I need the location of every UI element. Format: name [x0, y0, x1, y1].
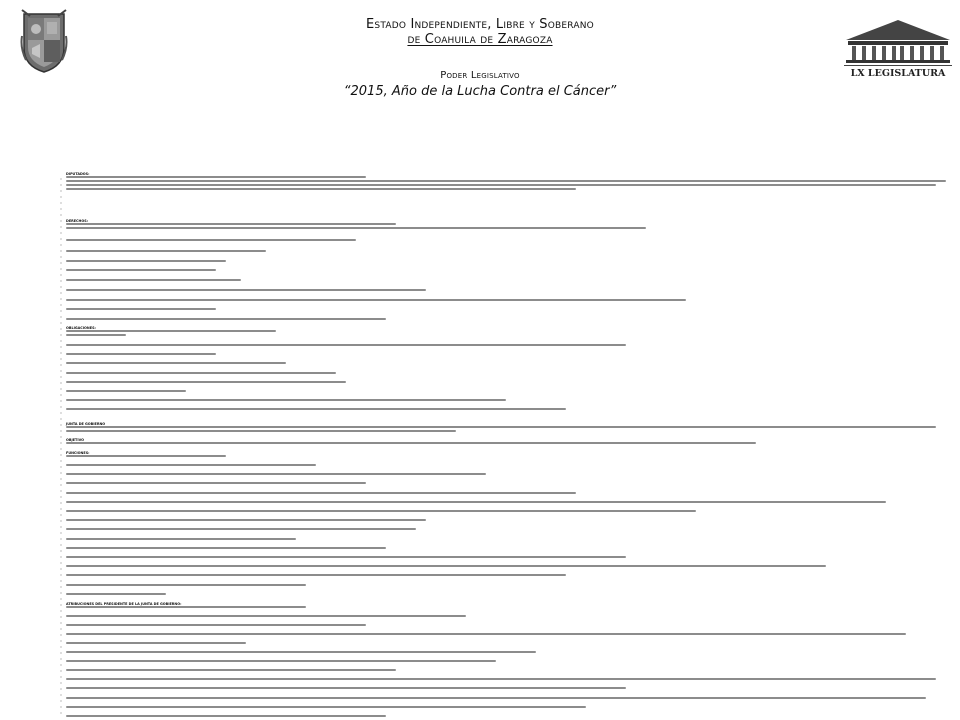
text-line: [66, 308, 216, 310]
text-line: [66, 279, 241, 281]
text-line: [66, 651, 536, 653]
document-subtitle: Poder Legislativo: [440, 70, 520, 81]
text-line: [66, 430, 456, 432]
section-heading: FUNCIONES:: [66, 451, 90, 455]
text-line: [66, 289, 426, 291]
text-line: [66, 180, 946, 182]
text-line: [66, 706, 586, 708]
text-line: [66, 593, 166, 595]
text-line: [66, 547, 386, 549]
text-line: [66, 344, 626, 346]
text-line: [66, 687, 626, 689]
text-line: [66, 299, 686, 301]
text-line: [66, 399, 506, 401]
text-line: [66, 334, 126, 336]
text-line: [66, 565, 826, 567]
lx-legislatura-wordmark: LX LEGISLATURA: [850, 68, 946, 79]
text-line: [66, 482, 366, 484]
document-motto: “2015, Año de la Lucha Contra el Cáncer”: [343, 84, 617, 99]
text-line: [66, 176, 366, 178]
text-line: [66, 697, 926, 699]
text-line: [66, 372, 336, 374]
text-line: [66, 642, 246, 644]
text-line: [66, 362, 286, 364]
text-line: [66, 318, 386, 320]
text-line: [66, 260, 226, 262]
text-line: [66, 426, 936, 428]
text-line: [66, 223, 396, 225]
text-line: [66, 624, 366, 626]
text-line: [66, 510, 696, 512]
document-title-line-1: Estado Independiente, Libre y Soberano: [366, 17, 594, 32]
text-line: [66, 669, 396, 671]
text-line: [66, 715, 386, 717]
text-line: [66, 227, 646, 229]
text-line: [66, 556, 626, 558]
document-body: [66, 172, 946, 720]
text-line: [66, 660, 496, 662]
text-line: [66, 184, 936, 186]
document-title-line-2: de Coahuila de Zaragoza: [407, 32, 553, 47]
text-line: [66, 408, 566, 410]
section-heading: DERECHOS:: [66, 219, 89, 223]
text-line: [66, 584, 306, 586]
section-heading: JUNTA DE GOBIERNO: [66, 422, 106, 426]
text-line: [66, 615, 466, 617]
section-heading: OBJETIVO: [66, 438, 85, 442]
text-line: [66, 528, 416, 530]
text-line: [66, 606, 306, 608]
text-line: [66, 519, 426, 521]
section-heading: ATRIBUCIONES DEL PRESIDENTE DE LA JUNTA DE GOBIERNO:: [66, 602, 182, 606]
section-heading: DIPUTADOS:: [66, 172, 90, 176]
text-line: [66, 330, 276, 332]
text-line: [66, 269, 216, 271]
text-line: [66, 188, 576, 190]
margin-dotted-rule: [60, 176, 62, 716]
text-line: [66, 492, 576, 494]
text-line: [66, 464, 316, 466]
text-line: [66, 501, 886, 503]
text-line: [66, 381, 346, 383]
text-line: [66, 353, 216, 355]
text-line: [66, 574, 566, 576]
text-line: [66, 455, 226, 457]
section-heading: OBLIGACIONES:: [66, 326, 96, 330]
lx-legislatura-logo: [836, 10, 960, 80]
page-header: [0, 0, 960, 110]
text-line: [66, 442, 756, 444]
text-line: [66, 678, 936, 680]
text-line: [66, 473, 486, 475]
text-line: [66, 538, 296, 540]
text-line: [66, 633, 906, 635]
text-line: [66, 250, 266, 252]
text-line: [66, 239, 356, 241]
text-line: [66, 390, 186, 392]
